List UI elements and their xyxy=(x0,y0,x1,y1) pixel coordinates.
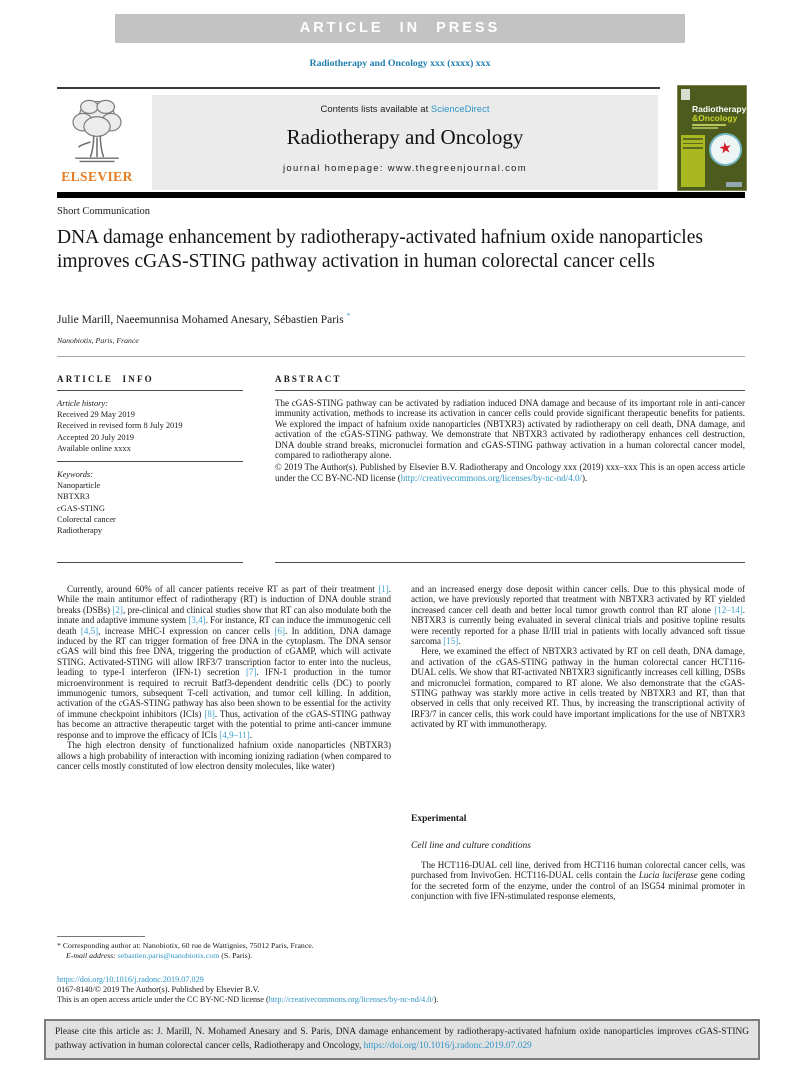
cover-subtitle-bar xyxy=(692,124,726,126)
elsevier-tree-icon xyxy=(64,96,130,168)
journal-title: Radiotherapy and Oncology xyxy=(286,125,524,149)
copyright-close: ). xyxy=(582,472,588,483)
article-history-label: Article history: xyxy=(57,399,108,408)
section-heading-experimental: Experimental xyxy=(411,813,467,824)
history-item: Accepted 20 July 2019 xyxy=(57,432,134,442)
elsevier-wordmark: ELSEVIER xyxy=(61,169,133,184)
body-column-right xyxy=(411,584,745,901)
elsevier-logo[interactable] xyxy=(57,96,137,190)
paragraph-text: gene coding for the secreted form of the enzyme, under the control of an ISG54 minimal promoter in conjunction with five IFN-stimulated response elements, xyxy=(411,870,745,901)
footnote-line2 xyxy=(57,951,397,961)
footnote-text: Corresponding author at: Nanobiotix, 60 rue de Wattignies, 75012 Paris, France. xyxy=(60,941,314,950)
article-info-heading: ARTICLE INFO xyxy=(57,371,243,391)
email-link[interactable]: sebastien.paris@nanobiotix.com xyxy=(117,951,220,960)
section-divider-bar xyxy=(57,192,745,198)
article-in-press-banner: ARTICLE IN PRESS xyxy=(115,14,685,43)
citation-ref[interactable]: [2] xyxy=(112,604,123,615)
abstract-copyright xyxy=(275,462,745,483)
cover-publisher-mark xyxy=(681,89,690,100)
license-line xyxy=(57,995,677,1005)
article-title: DNA damage enhancement by radiotherapy-activated hafnium oxide nanoparticles improves cGAS-STING pathway activation in human colorectal cancer cells xyxy=(57,227,703,272)
citation-ref[interactable]: [8] xyxy=(204,708,215,719)
citation-ref[interactable]: [4,9–11] xyxy=(219,729,250,740)
header-rule xyxy=(57,87,660,89)
contents-lists-line xyxy=(152,104,658,115)
cover-subtitle-bar2 xyxy=(692,127,718,129)
cite-text: Please cite this article as: J. Marill, N. Mohamed Anesary and S. Paris, DNA damage enhancement by radiotherapy-activated hafnium oxide nanoparticles improves cGAS-STING pathway activation in human colorectal cancer cells, Radiotherapy and Oncology, xyxy=(55,1027,749,1051)
corresponding-author-footnote xyxy=(57,936,397,961)
keyword-item: cGAS-STING xyxy=(57,503,105,513)
keywords-label: Keywords: xyxy=(57,470,93,480)
history-item: Received in revised form 8 July 2019 xyxy=(57,421,183,431)
gene-name-italic: Lucia luciferase xyxy=(638,870,698,881)
please-cite-box xyxy=(44,1019,760,1060)
keyword-item: NBTXR3 xyxy=(57,492,90,502)
affiliation-line: Nanobiotix, Paris, France xyxy=(57,336,139,345)
citation-ref[interactable]: [12–14] xyxy=(714,604,743,615)
head-divider-rule xyxy=(57,356,745,357)
citation-ref[interactable]: [7] xyxy=(246,667,257,678)
article-info-panel xyxy=(57,371,243,563)
footnote-star: * xyxy=(57,941,61,950)
article-history-list xyxy=(57,409,243,454)
body-paragraph: Here, we examined the effect of NBTXR3 activated by RT on cell death, DNA damage, and activation of the cGAS-STING pathway in the human colorectal cancer HCT116-DUAL cells. We show that RT-activated NBTXR3 significantly increases cell killing, DSBs and micronuclei formation, compared to RT alone. We also demonstrate that the cGAS-STING pathway was starkly more active in cells treated by NBTXR3 and RT, than that observed in cells that only received RT. Thus, by increasing the transcriptional activity of IRF3/7 in cancer cells, this work could have important implications for the use of NBTXR3 activated by RT with immunotherapy. xyxy=(411,646,745,730)
sciencedirect-link[interactable]: ScienceDirect xyxy=(430,104,490,115)
authors-line xyxy=(57,311,350,326)
cover-title-line2: &Oncology xyxy=(692,113,738,123)
license-text: This is an open access article under the CC BY-NC-ND license ( xyxy=(57,995,269,1005)
abstract-heading: ABSTRACT xyxy=(275,371,745,391)
cover-elsevier-mark xyxy=(726,182,742,187)
license-close: ). xyxy=(433,995,439,1005)
citation-ref[interactable]: [3,4] xyxy=(188,615,206,626)
cover-title-line1: Radiotherapy xyxy=(692,104,747,114)
email-post: (S. Paris). xyxy=(219,951,253,960)
citation-ref[interactable]: [1] xyxy=(378,584,389,594)
abstract-text: The cGAS-STING pathway can be activated by radiation induced DNA damage and because of its important role in anti-cancer immunity activation, methods to increase its activation in cancer cells could provide significant therapeutic benefits for patients. We explored the impact of hafnium oxide nanoparticles (NBTXR3) activated by radiotherapy on cell death, DNA damage, and activation of the cGAS-STING pathway. We demonstrate that NBTXR3 activated by radiotherapy enhances cell destruction, DNA double strand breaks, micronuclei formation and cGAS-STING pathway activation in a human colorectal cancer model, compared to radiotherapy alone. xyxy=(275,398,745,461)
email-label: E-mail address: xyxy=(66,951,116,960)
keyword-item: Radiotherapy xyxy=(57,526,103,536)
author-names: Julie Marill, Naeemunnisa Mohamed Anesary, Sébastien Paris xyxy=(57,313,344,326)
citation-ref[interactable]: [6] xyxy=(274,625,285,636)
article-history-block xyxy=(57,398,243,462)
body-paragraph: and an increased energy dose deposit within cancer cells. Due to this physical mode of action, we have previously reported that treatment with NBTXR3 activated by RT yielded increased cancer cell death and better local tumor growth control than RT alone [12–14]. NBTXR3 is currently being evaluated in several clinical trials and positive topline results were recently reported for a phase II/III trial in patients with locally advanced soft tissue sarcoma [15]. xyxy=(411,584,745,647)
history-item: Available online xxxx xyxy=(57,443,131,453)
license-url-link[interactable]: http://creativecommons.org/licenses/by-nc-nd/4.0/ xyxy=(268,995,434,1005)
paragraph-text: The HCT116-DUAL cell line, derived from HCT116 human colorectal cancer cells, was purchased from InvivoGen. HCT116-DUAL cells contain the xyxy=(411,859,745,881)
doi-link[interactable]: https://doi.org/10.1016/j.radonc.2019.07.029 xyxy=(57,975,204,984)
article-type-label: Short Communication xyxy=(57,206,151,217)
abstract-panel xyxy=(275,371,745,563)
history-item: Received 29 May 2019 xyxy=(57,410,135,420)
citation-ref[interactable]: [4,5] xyxy=(80,625,99,636)
license-link[interactable]: http://creativecommons.org/licenses/by-nc-nd/4.0/ xyxy=(400,472,583,483)
copyright-text: © 2019 The Author(s). Published by Elsevier B.V. Radiotherapy and Oncology xxx (2019) xxx–xxx This is an open access article under the CC BY-NC-ND license ( xyxy=(275,462,745,483)
journal-cover-thumbnail[interactable] xyxy=(677,85,747,191)
footnote-line1 xyxy=(57,941,397,951)
journal-citation-line: Radiotherapy and Oncology xxx (xxxx) xxx xyxy=(309,58,491,69)
cover-title xyxy=(692,104,747,123)
subsection-heading-cell-line: Cell line and culture conditions xyxy=(411,840,531,851)
citation-ref[interactable]: [15] xyxy=(443,636,459,647)
keywords-list xyxy=(57,480,243,536)
journal-masthead xyxy=(152,95,658,190)
issn-copyright-line: 0167-8140/© 2019 The Author(s). Published by Elsevier B.V. xyxy=(57,985,260,995)
footnote-rule xyxy=(57,936,145,937)
body-paragraph: Currently, around 60% of all cancer patients receive RT as part of their treatment [1]. While the main antitumor effect of radiotherapy (RT) is induction of DNA double strand breaks (DSBs) [2], pre-clinical and clinical studies show that RT can also modulate both the innate and adaptive immune system [3,4]. For instance, RT can induce the immunogenic cell death [4,5], increase MHC-I expression on cancer cells [6]. In addition, DNA damage induced by the RT can trigger formation of free DNA in the cytoplasm. The DNA sensor cGAS will bind this free DNA, triggering the production of cGAMP, which will activate STING. Activated-STING will allow IRF3/7 transcription factor to enter into the nucleus, leading to type-I interferon (IFN-1) secretion [7]. IFN-1 production in the tumor microenvironment is required to recruit Batf3-dependent dendritic cells (DC) to poorly immunogenic tumors, subsequent T-cell activation, and tumor cell killing. In addition, activation of the cGAS-STING pathway has also been shown to be essential for the activity of immune checkpoint inhibitors (ICIs) [8]. Thus, activation of the cGAS-STING pathway has become an attractive therapeutic target with the potential to prime anti-cancer immune response and to improve the efficacy of ICIs [4,9–11]. xyxy=(57,584,391,740)
cover-left-stripe xyxy=(681,135,705,187)
cite-doi-link[interactable]: https://doi.org/10.1016/j.radonc.2019.07.029 xyxy=(363,1040,532,1051)
contents-lists-text: Contents lists available at xyxy=(320,104,431,115)
keyword-item: Nanoparticle xyxy=(57,481,101,491)
keyword-item: Colorectal cancer xyxy=(57,514,116,524)
body-column-left xyxy=(57,584,391,771)
article-footer xyxy=(57,975,677,1006)
body-paragraph xyxy=(411,860,745,902)
corresponding-author-mark[interactable]: * xyxy=(346,311,351,320)
cover-society-seal-icon: ★ xyxy=(707,131,744,168)
journal-homepage-line[interactable]: journal homepage: www.thegreenjournal.com xyxy=(283,163,527,174)
body-paragraph: The high electron density of functionalized hafnium oxide nanoparticles (NBTXR3) allows a high probability of interaction with incoming ionizing radiation (when compared to cancer cells mostly constituted of low electron density molecules, like water) xyxy=(57,740,391,771)
